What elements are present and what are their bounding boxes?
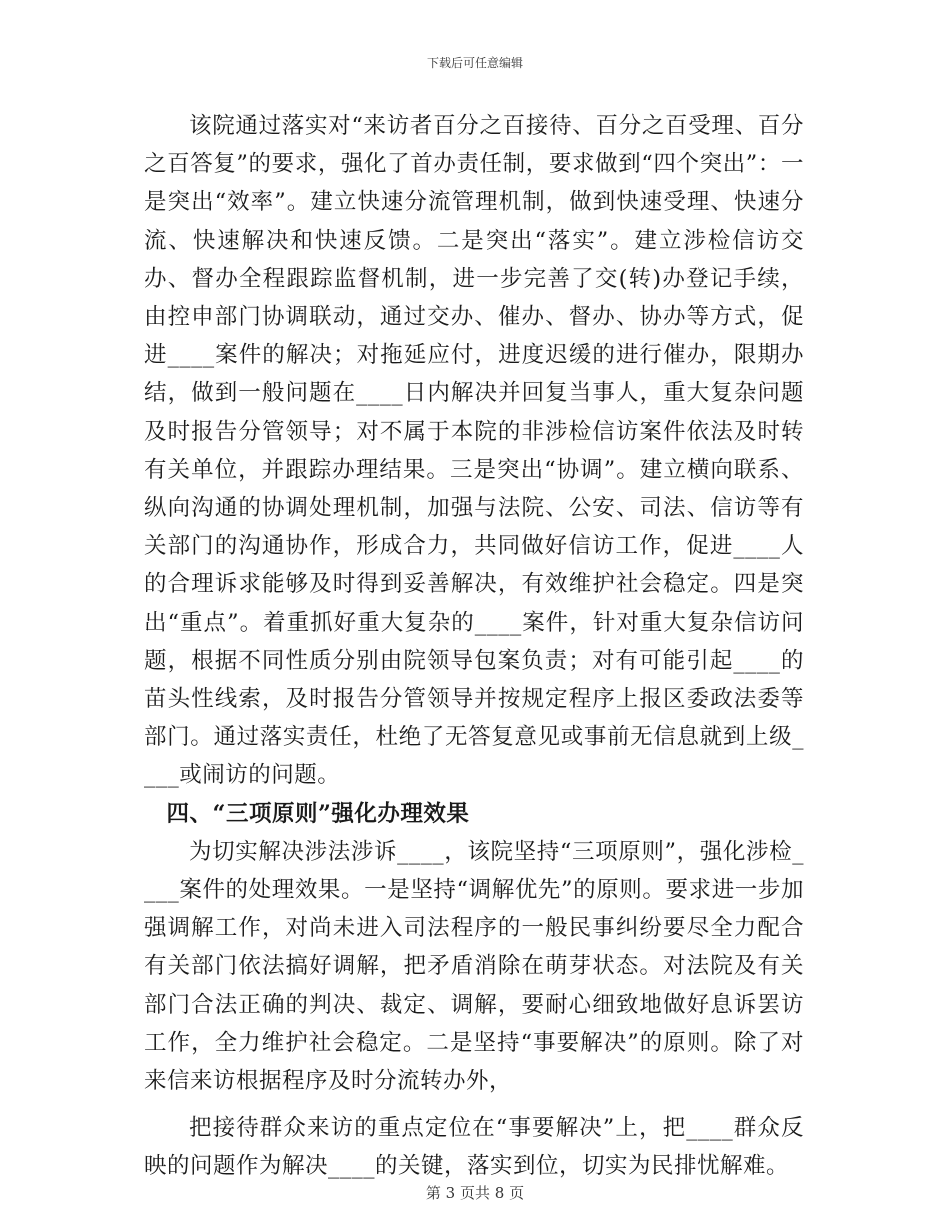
paragraph-gap	[144, 1100, 804, 1109]
page-header: 下载后可任意编辑	[426, 56, 523, 70]
document-body	[144, 107, 804, 1186]
paragraph-problem-solving: 把接待群众来访的重点定位在“事要解决”上，把____群众反映的问题作为解决____的关键，落实到位，切实为民排忧解难。	[144, 1115, 804, 1180]
section-heading-three-principles: 四、“三项原则”强化办理效果	[166, 800, 470, 827]
paragraph-first-office-responsibility: 该院通过落实对“来访者百分之百接待、百分之百受理、百分之百答复”的要求，强化了首办责任制，要求做到“四个突出”：一是突出“效率”。建立快速分流管理机制，做到快速受理、快速分流、快速解决和快速反馈。二是突出“落实”。建立涉检信访交办、督办全程跟踪监督机制，进一步完善了交(转)办登记手续，由控申部门协调联动，通过交办、催办、督办、协办等方式，促进____案件的解决；对拖延应付，进度迟缓的进行催办，限期办结，做到一般问题在____日内解决并回复当事人，重大复杂问题及时报告分管领导；对不属于本院的非涉检信访案件依法及时转有关单位，并跟踪办理结果。三是突出“协调”。建立横向联系、纵向沟通的协调处理机制，加强与法院、公安、司法、信访等有关部门的沟通协作，形成合力，共同做好信访工作，促进____人的合理诉求能够及时得到妥善解决，有效维护社会稳定。四是突出“重点”。着重抓好重大复杂的____案件，针对重大复杂信访问题，根据不同性质分别由院领导包案负责；对有可能引起____的苗头性线索，及时报告分管领导并按规定程序上报区委政法委等部门。通过落实责任，杜绝了无答复意见或事前无信息就到上级____或闹访的问题。	[144, 113, 804, 789]
paragraph-three-principles: 为切实解决涉法涉诉____，该院坚持“三项原则”，强化涉检____案件的处理效果。一是坚持“调解优先”的原则。要求进一步加强调解工作，对尚未进入司法程序的一般民事纠纷要尽全力配合有关部门依法搞好调解，把矛盾消除在萌芽状态。对法院及有关部门合法正确的判决、裁定、调解，要耐心细致地做好息诉罢访工作，全力维护社会稳定。二是坚持“事要解决”的原则。除了对来信来访根据程序及时分流转办外，	[144, 838, 804, 1095]
page-footer: 第 3 页共 8 页	[425, 1184, 525, 1202]
